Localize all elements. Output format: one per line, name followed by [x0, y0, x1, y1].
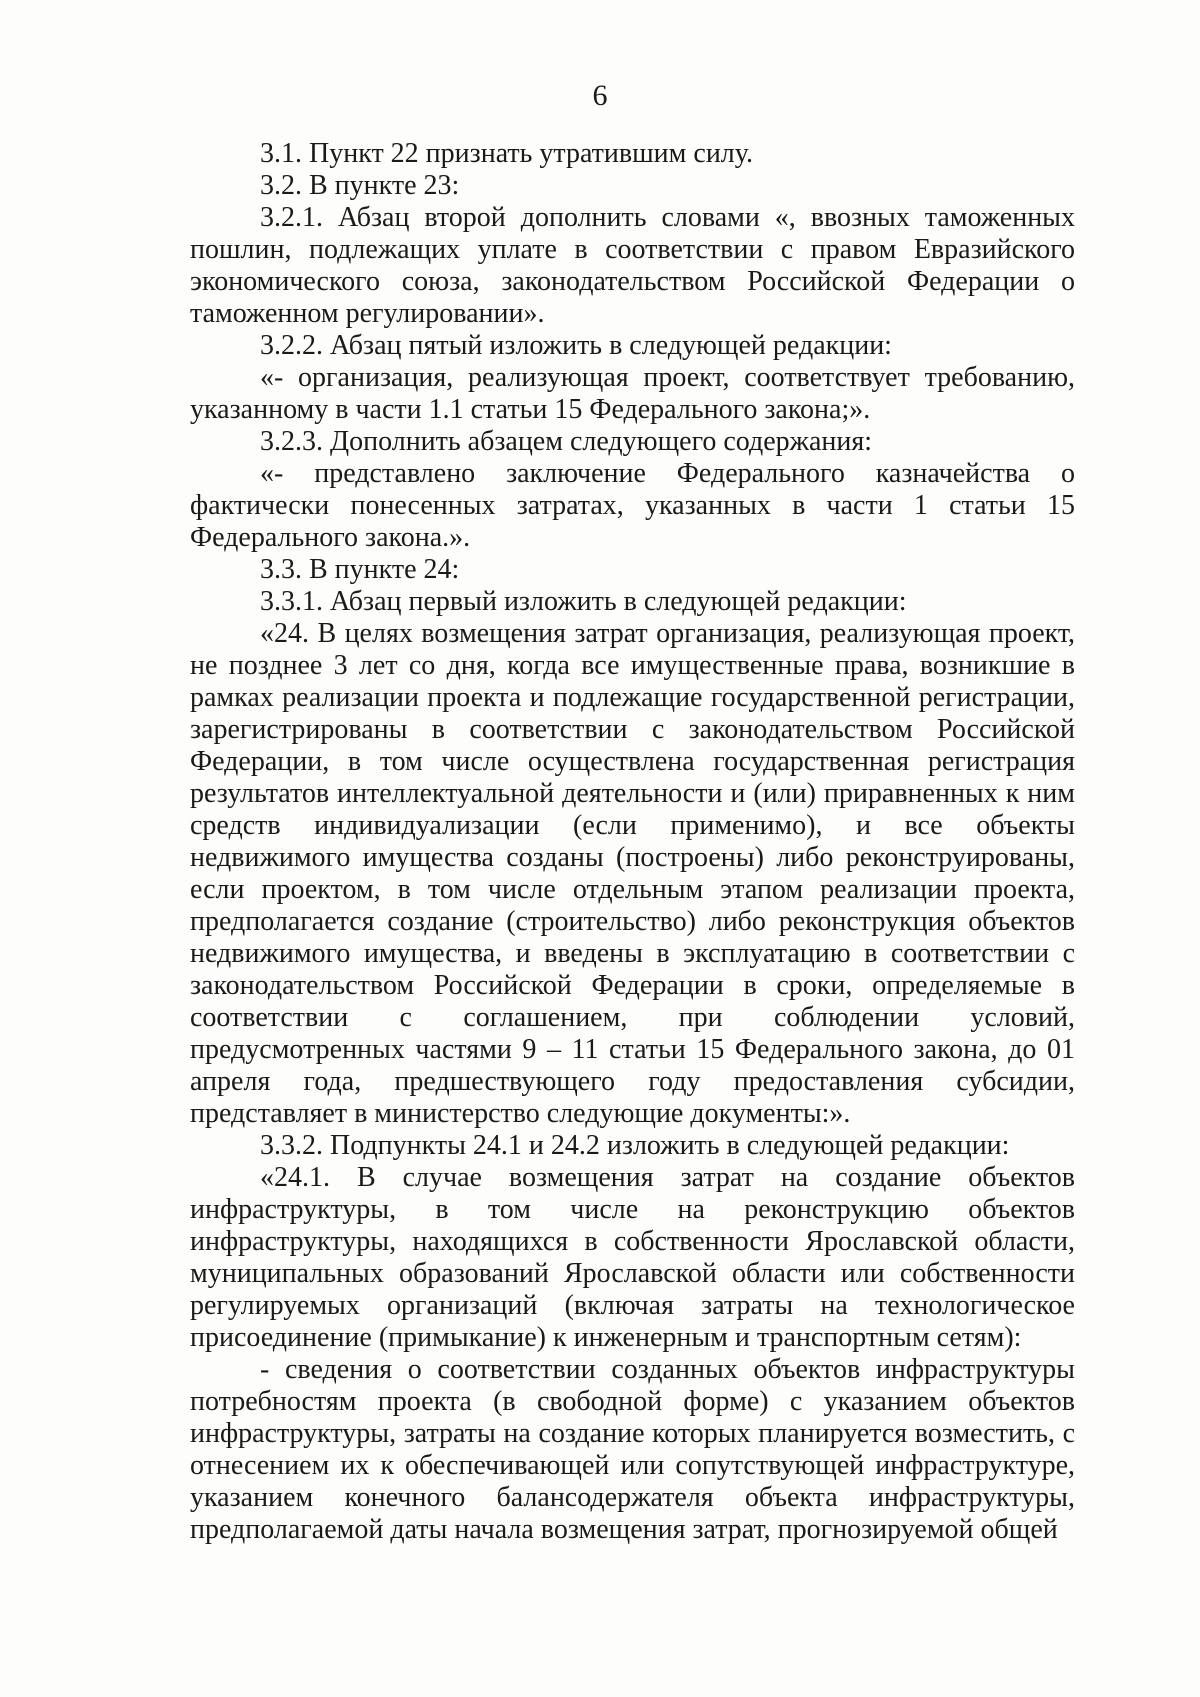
paragraph-24-quote: «24. В целях возмещения затрат организация, реализующая проект, не позднее 3 лет со дня, когда все имущественные права, возникшие в рамках реализации проекта и подлежащие государственной регистрации, зарегистрированы в соответствии с законодательством Российской Федерации, в том числе осуществлена государственная регистрация результатов интеллектуальной деятельности и (или) приравненных к ним средств индивидуализации (если применимо), и все объекты недвижимого имущества созданы (построены) либо реконструированы, если проектом, в том числе отдельным этапом реализации проекта, предполагается создание (строительство) либо реконструкция объектов недвижимого имущества, и введены в эксплуатацию в соответствии с законодательством Российской Федерации в сроки, определяемые в соответствии с соглашением, при соблюдении условий, предусмотренных частями 9 – 11 статьи 15 Федерального закона, до 01 апреля года, предшествующего году предоставления субсидии, представляет в министерство следующие документы:». — [190, 618, 1075, 1129]
paragraph-3-3-1: 3.3.1. Абзац первый изложить в следующей редакции: — [260, 586, 907, 617]
paragraph-3-2-3: 3.2.3. Дополнить абзацем следующего содержания: — [260, 426, 873, 457]
paragraph-3-2-2-quote: «- организация, реализующая проект, соответствует требованию, указанному в части 1.1 статьи 15 Федерального закона;». — [190, 362, 1075, 425]
paragraph-3-2-2: 3.2.2. Абзац пятый изложить в следующей редакции: — [260, 330, 892, 361]
paragraph-3-2: 3.2. В пункте 23: — [260, 170, 460, 201]
paragraph-3-3: 3.3. В пункте 24: — [260, 554, 460, 585]
paragraph-24-1-quote: «24.1. В случае возмещения затрат на создание объектов инфраструктуры, в том числе на реконструкцию объектов инфраструктуры, находящихся в собственности Ярославской области, муниципальных образований Ярославской области или собственности регулируемых организаций (включая затраты на технологическое присоединение (примыкание) к инженерным и транспортным сетям): — [190, 1162, 1075, 1353]
paragraph-3-1: 3.1. Пункт 22 признать утратившим силу. — [260, 138, 753, 169]
paragraph-3-3-2: 3.3.2. Подпункты 24.1 и 24.2 изложить в следующей редакции: — [260, 1130, 1010, 1161]
document-body — [190, 138, 1075, 1546]
paragraph-3-2-3-quote: «- представлено заключение Федерального казначейства о фактически понесенных затратах, указанных в части 1 статьи 15 Федерального закона.». — [190, 458, 1075, 553]
paragraph-infrastructure-info: - сведения о соответствии созданных объектов инфраструктуры потребностям проекта (в свободной форме) с указанием объектов инфраструктуры, затраты на создание которых планируется возместить, с отнесением их к обеспечивающей или сопутствующей инфраструктуре, указанием конечного балансодержателя объекта инфраструктуры, предполагаемой даты начала возмещения затрат, прогнозируемой общей — [190, 1354, 1075, 1545]
paragraph-3-2-1: 3.2.1. Абзац второй дополнить словами «, ввозных таможенных пошлин, подлежащих уплате в соответствии с правом Евразийского экономического союза, законодательством Российской Федерации о таможенном регулировании». — [190, 202, 1075, 329]
page-number: 6 — [592, 79, 608, 112]
